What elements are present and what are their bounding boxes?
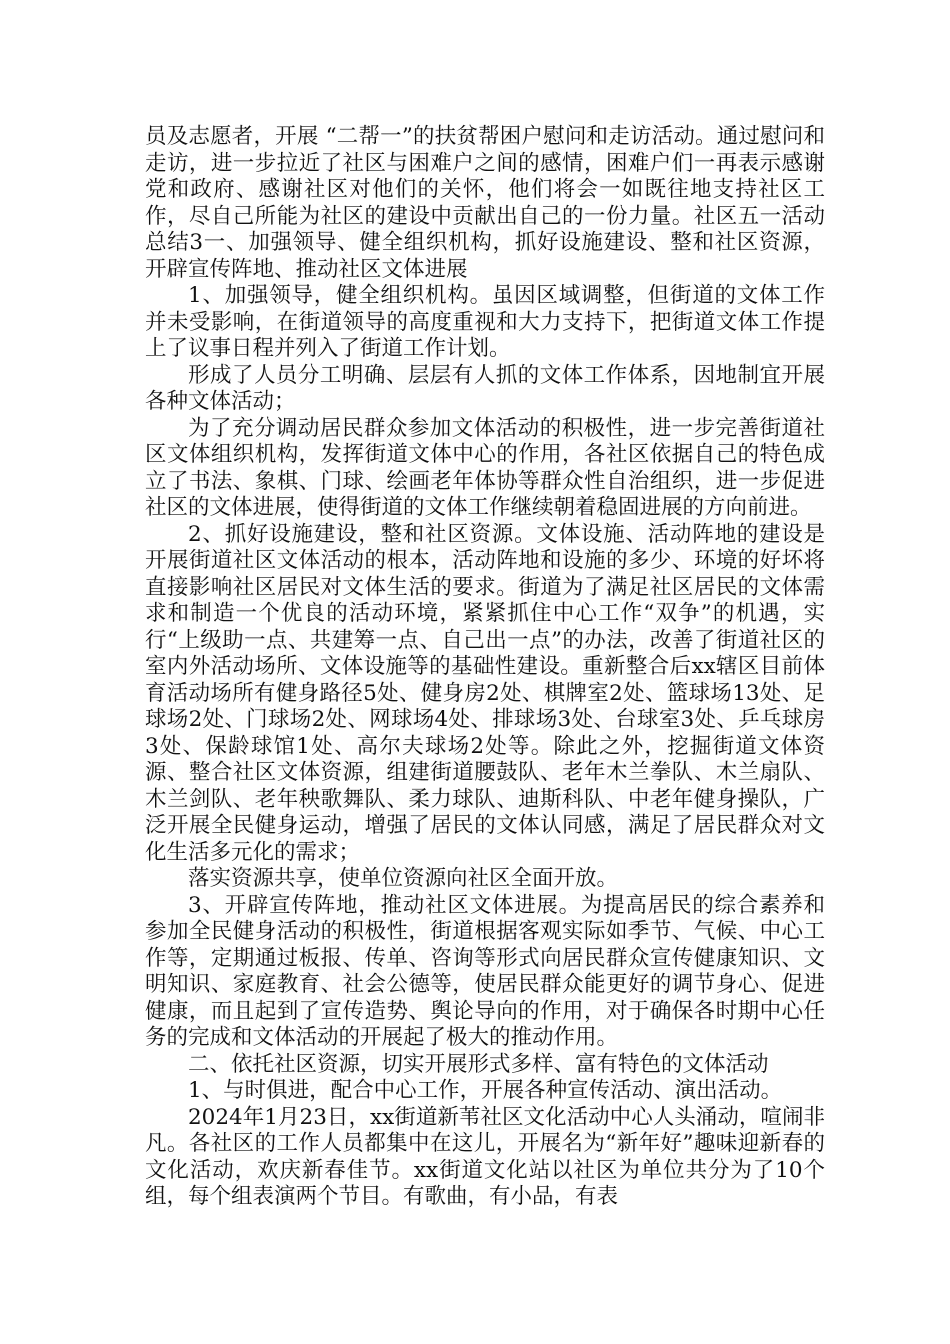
paragraph-1: 员及志愿者，开展 “二帮一”的扶贫帮困户慰问和走访活动。通过慰问和走访，进一步拉近了社区与困难户之间的感情，困难户们一再表示感谢党和政府、感谢社区对他们的关怀，他们将会一如既往地支持社区工作，尽自己所能为社区的建设中贡献出自己的一份力量。社区五一活动总结3一、加强领导、健全组织机构，抓好设施建设、整和社区资源，开辟宣传阵地、推动社区文体进展 bbox=[145, 124, 825, 282]
paragraph-3: 形成了人员分工明确、层层有人抓的文体工作体系，因地制宜开展各种文体活动； bbox=[145, 362, 825, 414]
paragraph-2: 1、加强领导，健全组织机构。虽因区域调整，但街道的文体工作并未受影响，在街道领导的高度重视和大力支持下，把街道文体工作提上了议事日程并列入了街道工作计划。 bbox=[145, 283, 825, 361]
paragraph-7: 3、开辟宣传阵地，推动社区文体进展。为提高居民的综合素养和参加全民健身活动的积极性，街道根据客观实际如季节、气候、中心工作等，定期通过板报、传单、咨询等形式向居民群众宣传健康知识、文明知识、家庭教育、社会公德等，使居民群众能更好的调节身心、促进健康，而且起到了宣传造势、舆论导向的作用，对于确保各时期中心任务的完成和文体活动的开展起了极大的推动作用。 bbox=[145, 892, 825, 1050]
paragraph-4: 为了充分调动居民群众参加文体活动的积极性，进一步完善街道社区文体组织机构，发挥街道文体中心的作用，各社区依据自己的特色成立了书法、象棋、门球、绘画老年体协等群众性自治组织，进一步促进社区的文体进展，使得街道的文体工作继续朝着稳固进展的方向前进。 bbox=[145, 415, 825, 520]
section-heading-2: 二、依托社区资源，切实开展形式多样、富有特色的文体活动 bbox=[188, 1051, 769, 1077]
paragraph-6: 落实资源共享，使单位资源向社区全面开放。 bbox=[188, 866, 619, 891]
paragraph-8: 1、与时俱进，配合中心工作，开展各种宣传活动、演出活动。 bbox=[188, 1078, 783, 1103]
paragraph-9: 2024年1月23日，xx街道新苇社区文化活动中心人头涌动，喧闹非凡。各社区的工作人员都集中在这儿，开展名为“新年好”趣味迎新春的文化活动，欢庆新春佳节。xx街道文化站以社区为单位共分为了10个组，每个组表演两个节目。有歌曲，有小品，有表 bbox=[145, 1104, 825, 1209]
paragraph-5: 2、抓好设施建设，整和社区资源。文体设施、活动阵地的建设是开展街道社区文体活动的根本，活动阵地和设施的多少、环境的好坏将直接影响社区居民对文体生活的要求。街道为了满足社区居民的文体需求和制造一个优良的活动环境，紧紧抓住中心工作“双争”的机遇，实行“上级助一点、共建筹一点、自己出一点”的办法，改善了街道社区的室内外活动场所、文体设施等的基础性建设。重新整合后xx辖区目前体育活动场所有健身路径5处、健身房2处、棋牌室2处、篮球场13处、足球场2处、门球场2处、网球场4处、排球场3处、台球室3处、乒乓球房3处、保龄球馆1处、高尔夫球场2处等。除此之外，挖掘街道文体资源、整合社区文体资源，组建街道腰鼓队、老年木兰拳队、木兰扇队、木兰剑队、老年秧歌舞队、柔力球队、迪斯科队、中老年健身操队，广泛开展全民健身运动，增强了居民的文体认同感，满足了居民群众对文化生活多元化的需求； bbox=[145, 521, 825, 865]
document-body bbox=[145, 124, 825, 1211]
